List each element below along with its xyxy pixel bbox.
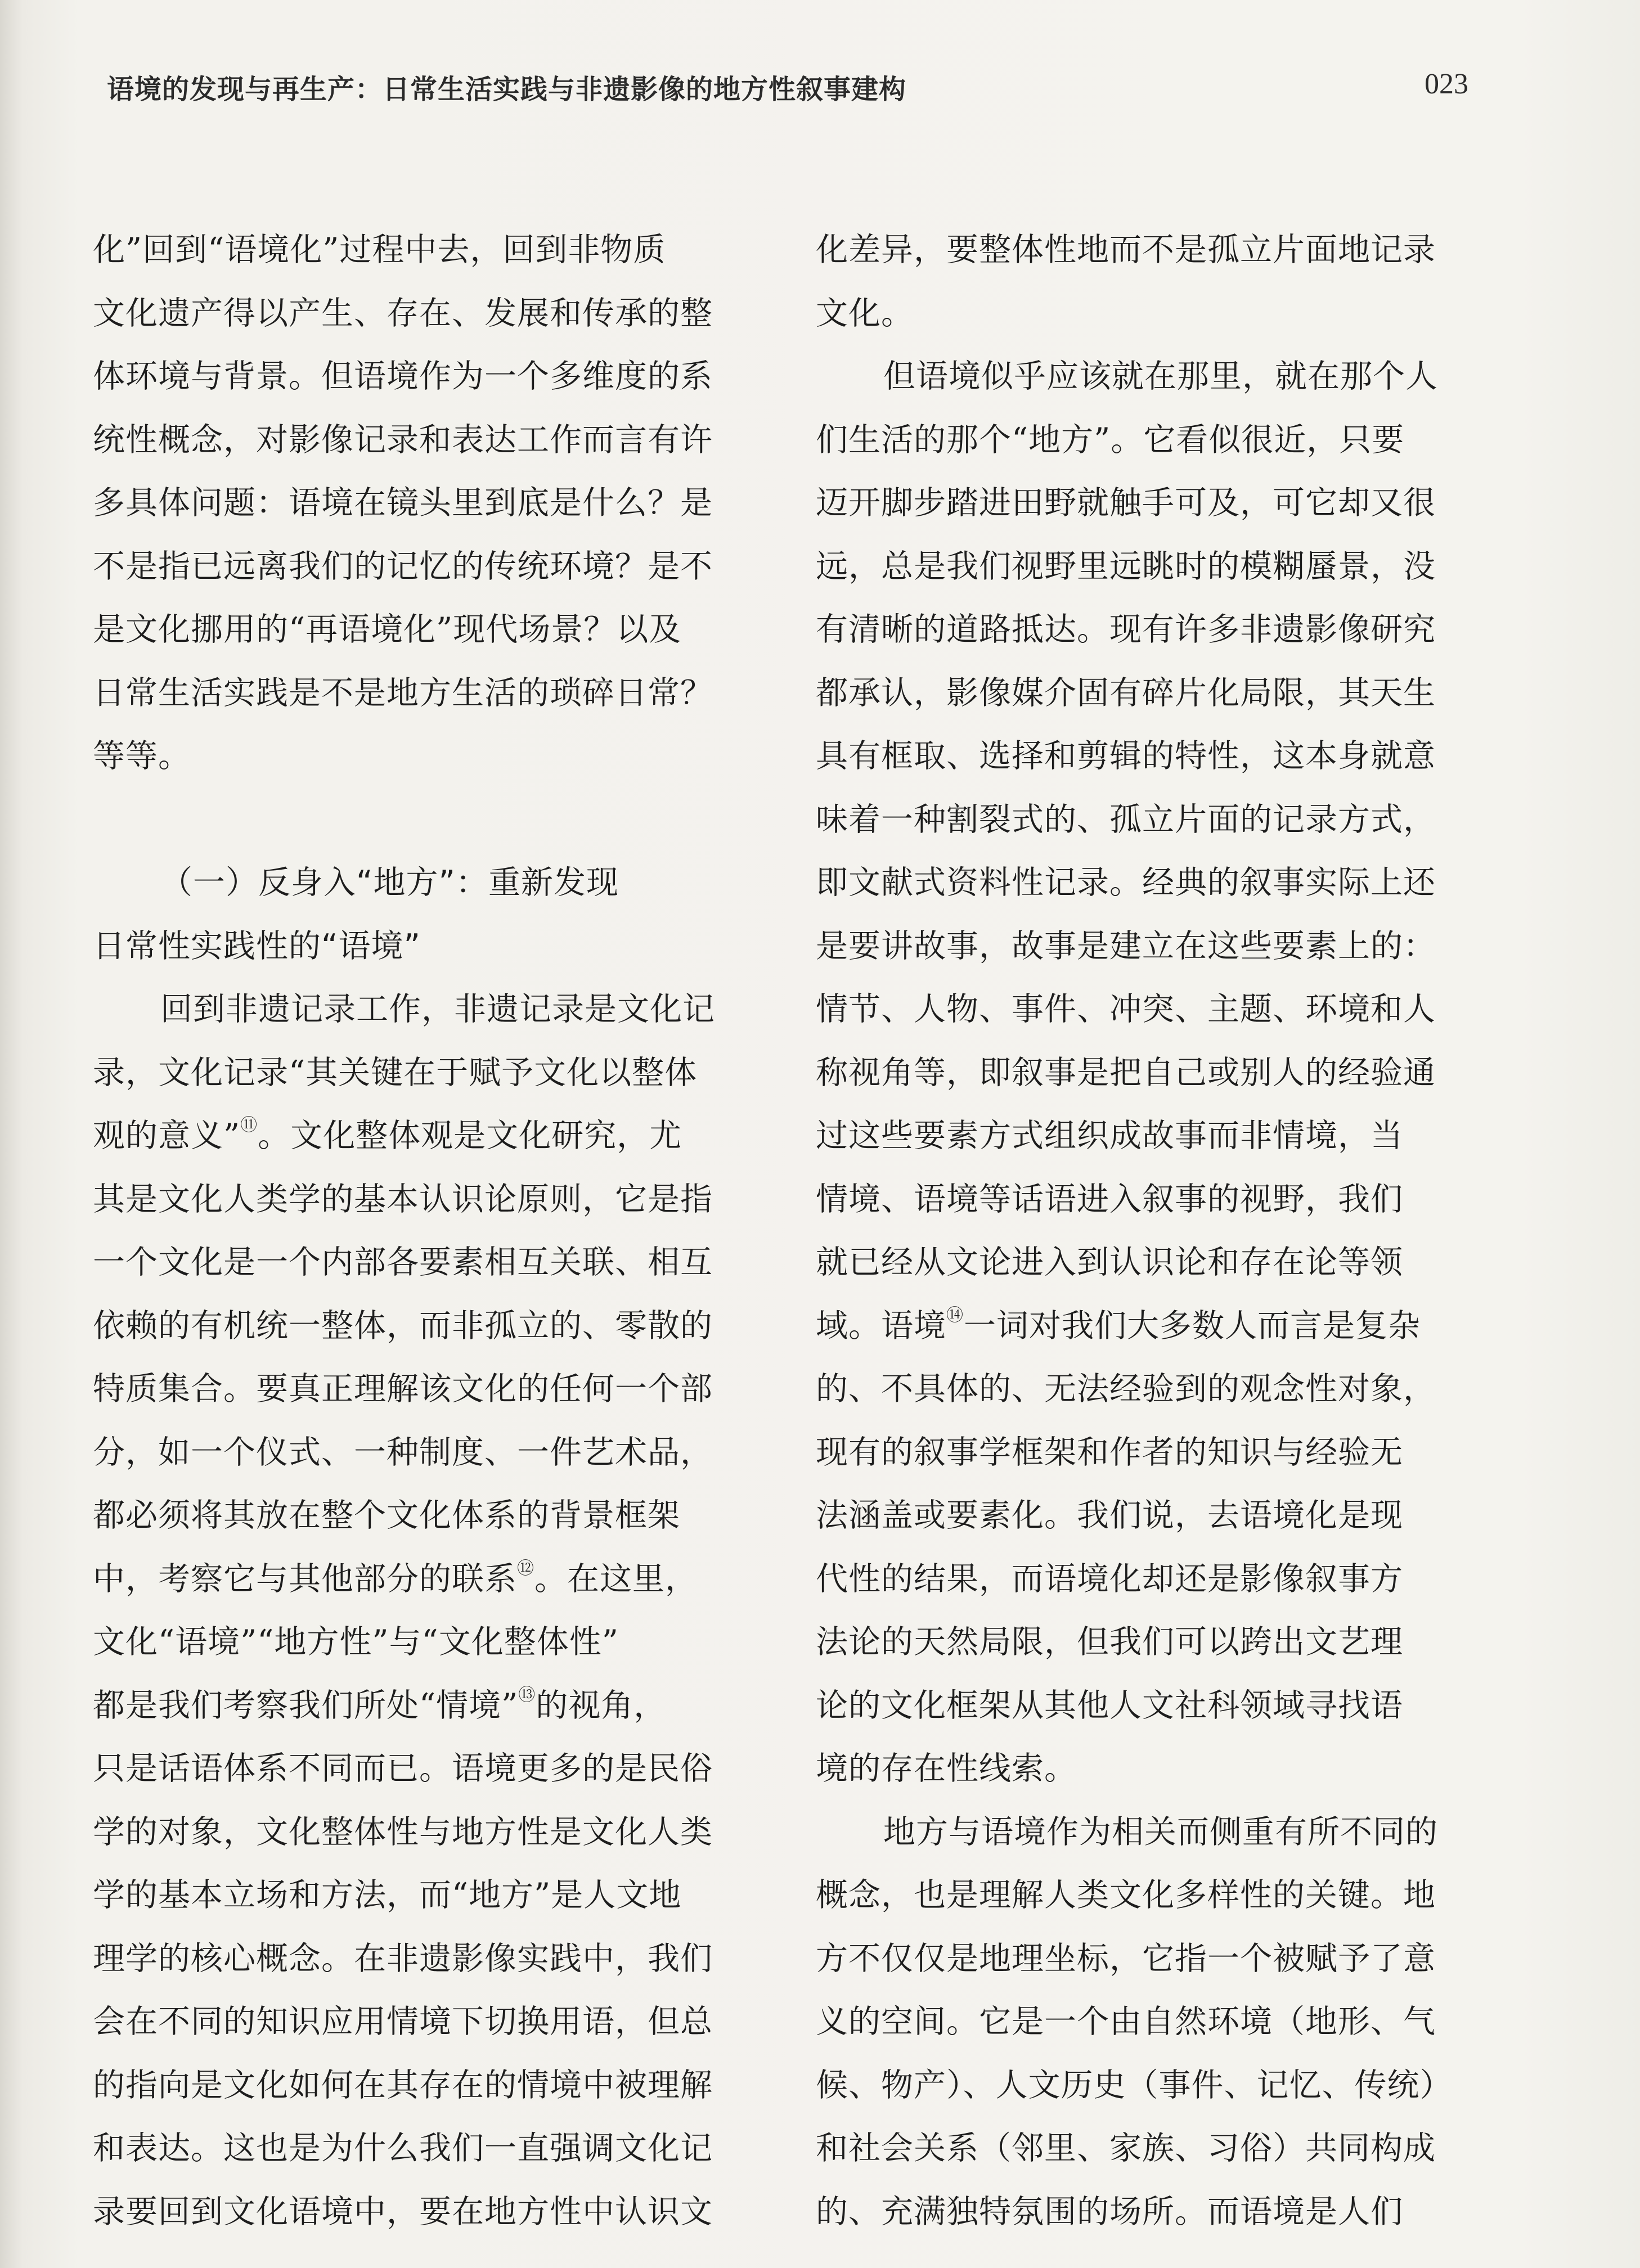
paragraph-line: 们生活的那个“地方”。它看似很近，只要	[816, 421, 1405, 458]
text-segment: 域。语境	[816, 1307, 946, 1344]
paragraph-line: 化”回到“语境化”过程中去，回到非物质	[93, 231, 666, 268]
text-segment: 观的意义”	[93, 1117, 241, 1154]
paragraph-line: 录，文化记录“其关键在于赋予文化以整体	[93, 1054, 698, 1091]
text-segment: 中，考察它与其他部分的联系	[93, 1560, 517, 1598]
paragraph-line	[93, 1104, 757, 1168]
paragraph-line: 都承认，影像媒介固有碎片化局限，其天生	[816, 674, 1436, 712]
text-segment: 的视角，	[536, 1686, 667, 1724]
paragraph-line: 学的对象，文化整体性与地方性是文化人类	[93, 1813, 713, 1851]
paragraph-line: 具有框取、选择和剪辑的特性，这本身就意	[816, 737, 1436, 775]
paragraph-line: 过这些要素方式组织成故事而非情境，当	[816, 1117, 1403, 1154]
paragraph-line	[93, 1674, 757, 1738]
paragraph-line: 回到非遗记录工作，非遗记录是文化记	[160, 991, 715, 1028]
paragraph-line: 分，如一个仪式、一种制度、一件艺术品，	[93, 1433, 713, 1471]
section-heading-line: 日常性实践性的“语境”	[93, 927, 421, 965]
paragraph-line: 是要讲故事，故事是建立在这些要素上的：	[816, 927, 1436, 965]
paragraph-line: 现有的叙事学框架和作者的知识与经验无	[816, 1433, 1403, 1471]
paragraph-line: 理学的核心概念。在非遗影像实践中，我们	[93, 1940, 713, 1977]
running-header-title: 语境的发现与再生产：日常生活实践与非遗影像的地方性叙事建构	[107, 74, 907, 105]
paragraph-line: 化差异，要整体性地而不是孤立片面地记录	[816, 231, 1436, 268]
paragraph-line: 是文化挪用的“再语境化”现代场景？以及	[93, 611, 682, 648]
paragraph-line: 的指向是文化如何在其存在的情境中被理解	[93, 2066, 713, 2104]
footnote-marker[interactable]: ⑭	[946, 1305, 964, 1325]
paragraph-line: 文化。	[816, 294, 914, 332]
paragraph-line: 依赖的有机统一整体，而非孤立的、零散的	[93, 1307, 713, 1344]
paragraph-line: 即文献式资料性记录。经典的叙事实际上还	[816, 864, 1436, 901]
paragraph-line: 远，总是我们视野里远眺时的模糊蜃景，没	[816, 547, 1436, 585]
paragraph-line: 有清晰的道路抵达。现有许多非遗影像研究	[816, 611, 1436, 648]
paragraph-line: 统性概念，对影像记录和表达工作而言有许	[93, 421, 713, 458]
paragraph-line: 会在不同的知识应用情境下切换用语，但总	[93, 2003, 713, 2040]
paragraph-line: 不是指已远离我们的记忆的传统环境？是不	[93, 547, 713, 585]
running-header	[107, 68, 1468, 112]
footnote-marker[interactable]: ⑪	[240, 1115, 258, 1135]
footnote-marker[interactable]: ⑫	[517, 1558, 534, 1578]
left-column	[93, 218, 757, 2243]
paragraph-line	[816, 1294, 1485, 1358]
paragraph-line: 和社会关系（邻里、家族、习俗）共同构成	[816, 2130, 1436, 2167]
paragraph-line: 境的存在性线索。	[816, 1750, 1077, 1787]
paragraph-line: 味着一种割裂式的、孤立片面的记录方式，	[816, 800, 1436, 838]
paragraph-line: 法论的天然局限，但我们可以跨出文艺理	[816, 1623, 1403, 1660]
paragraph-line: 一个文化是一个内部各要素相互关联、相互	[93, 1244, 713, 1281]
text-segment: 都是我们考察我们所处“情境”	[93, 1686, 519, 1724]
paragraph-line: 都必须将其放在整个文化体系的背景框架	[93, 1497, 680, 1534]
paragraph-line: 等等。	[93, 737, 191, 775]
paragraph-line: 录要回到文化语境中，要在地方性中认识文	[93, 2193, 713, 2230]
paragraph-line: 和表达。这也是为什么我们一直强调文化记	[93, 2130, 713, 2167]
paragraph-line: 方不仅仅是地理坐标，它指一个被赋予了意	[816, 1940, 1436, 1977]
text-segment: 。在这里，	[534, 1560, 698, 1598]
paragraph-line: 多具体问题：语境在镜头里到底是什么？是	[93, 484, 713, 521]
paragraph-line: 义的空间。它是一个由自然环境（地形、气	[816, 2003, 1436, 2040]
paragraph-line: 法涵盖或要素化。我们说，去语境化是现	[816, 1497, 1403, 1534]
paragraph-line: 特质集合。要真正理解该文化的任何一个部	[93, 1370, 713, 1407]
paragraph-line: 的、充满独特氛围的场所。而语境是人们	[816, 2193, 1403, 2230]
text-segment: 一词对我们大多数人而言是复杂	[964, 1307, 1421, 1344]
paragraph-line: 情节、人物、事件、冲突、主题、环境和人	[816, 991, 1436, 1028]
section-heading-line: （一）反身入“地方”：重新发现	[160, 864, 619, 901]
paragraph-line: 迈开脚步踏进田野就触手可及，可它却又很	[816, 484, 1436, 521]
paragraph-line: 其是文化人类学的基本认识论原则，它是指	[93, 1180, 713, 1218]
paragraph-line: 概念，也是理解人类文化多样性的关键。地	[816, 1876, 1436, 1914]
paragraph-line: 候、物产）、人文历史（事件、记忆、传统）	[816, 2066, 1453, 2104]
page-number: 023	[1425, 68, 1468, 100]
paragraph-line: 体环境与背景。但语境作为一个多维度的系	[93, 358, 713, 395]
paragraph-line: 的、不具体的、无法经验到的观念性对象，	[816, 1370, 1436, 1407]
footnote-marker[interactable]: ⑬	[518, 1685, 536, 1705]
paragraph-line: 代性的结果，而语境化却还是影像叙事方	[816, 1560, 1403, 1598]
text-segment: 。文化整体观是文化研究，尤	[258, 1117, 682, 1154]
paragraph-line: 情境、语境等话语进入叙事的视野，我们	[816, 1180, 1403, 1218]
paragraph-line: 文化遗产得以产生、存在、发展和传承的整	[93, 294, 713, 332]
right-column	[816, 218, 1485, 2243]
paragraph-line: 文化“语境”“地方性”与“文化整体性”	[93, 1623, 619, 1660]
paragraph-line: 称视角等，即叙事是把自己或别人的经验通	[816, 1054, 1436, 1091]
paragraph-line: 学的基本立场和方法，而“地方”是人文地	[93, 1876, 682, 1914]
paragraph-line: 论的文化框架从其他人文社科领域寻找语	[816, 1686, 1403, 1724]
paragraph-line: 日常生活实践是不是地方生活的琐碎日常？	[93, 674, 713, 712]
paragraph-line: 就已经从文论进入到认识论和存在论等领	[816, 1244, 1403, 1281]
paragraph-line	[93, 1547, 757, 1611]
paragraph-line: 地方与语境作为相关而侧重有所不同的	[883, 1813, 1438, 1851]
paragraph-line: 只是话语体系不同而已。语境更多的是民俗	[93, 1750, 713, 1787]
paragraph-line: 但语境似乎应该就在那里，就在那个人	[883, 358, 1438, 395]
